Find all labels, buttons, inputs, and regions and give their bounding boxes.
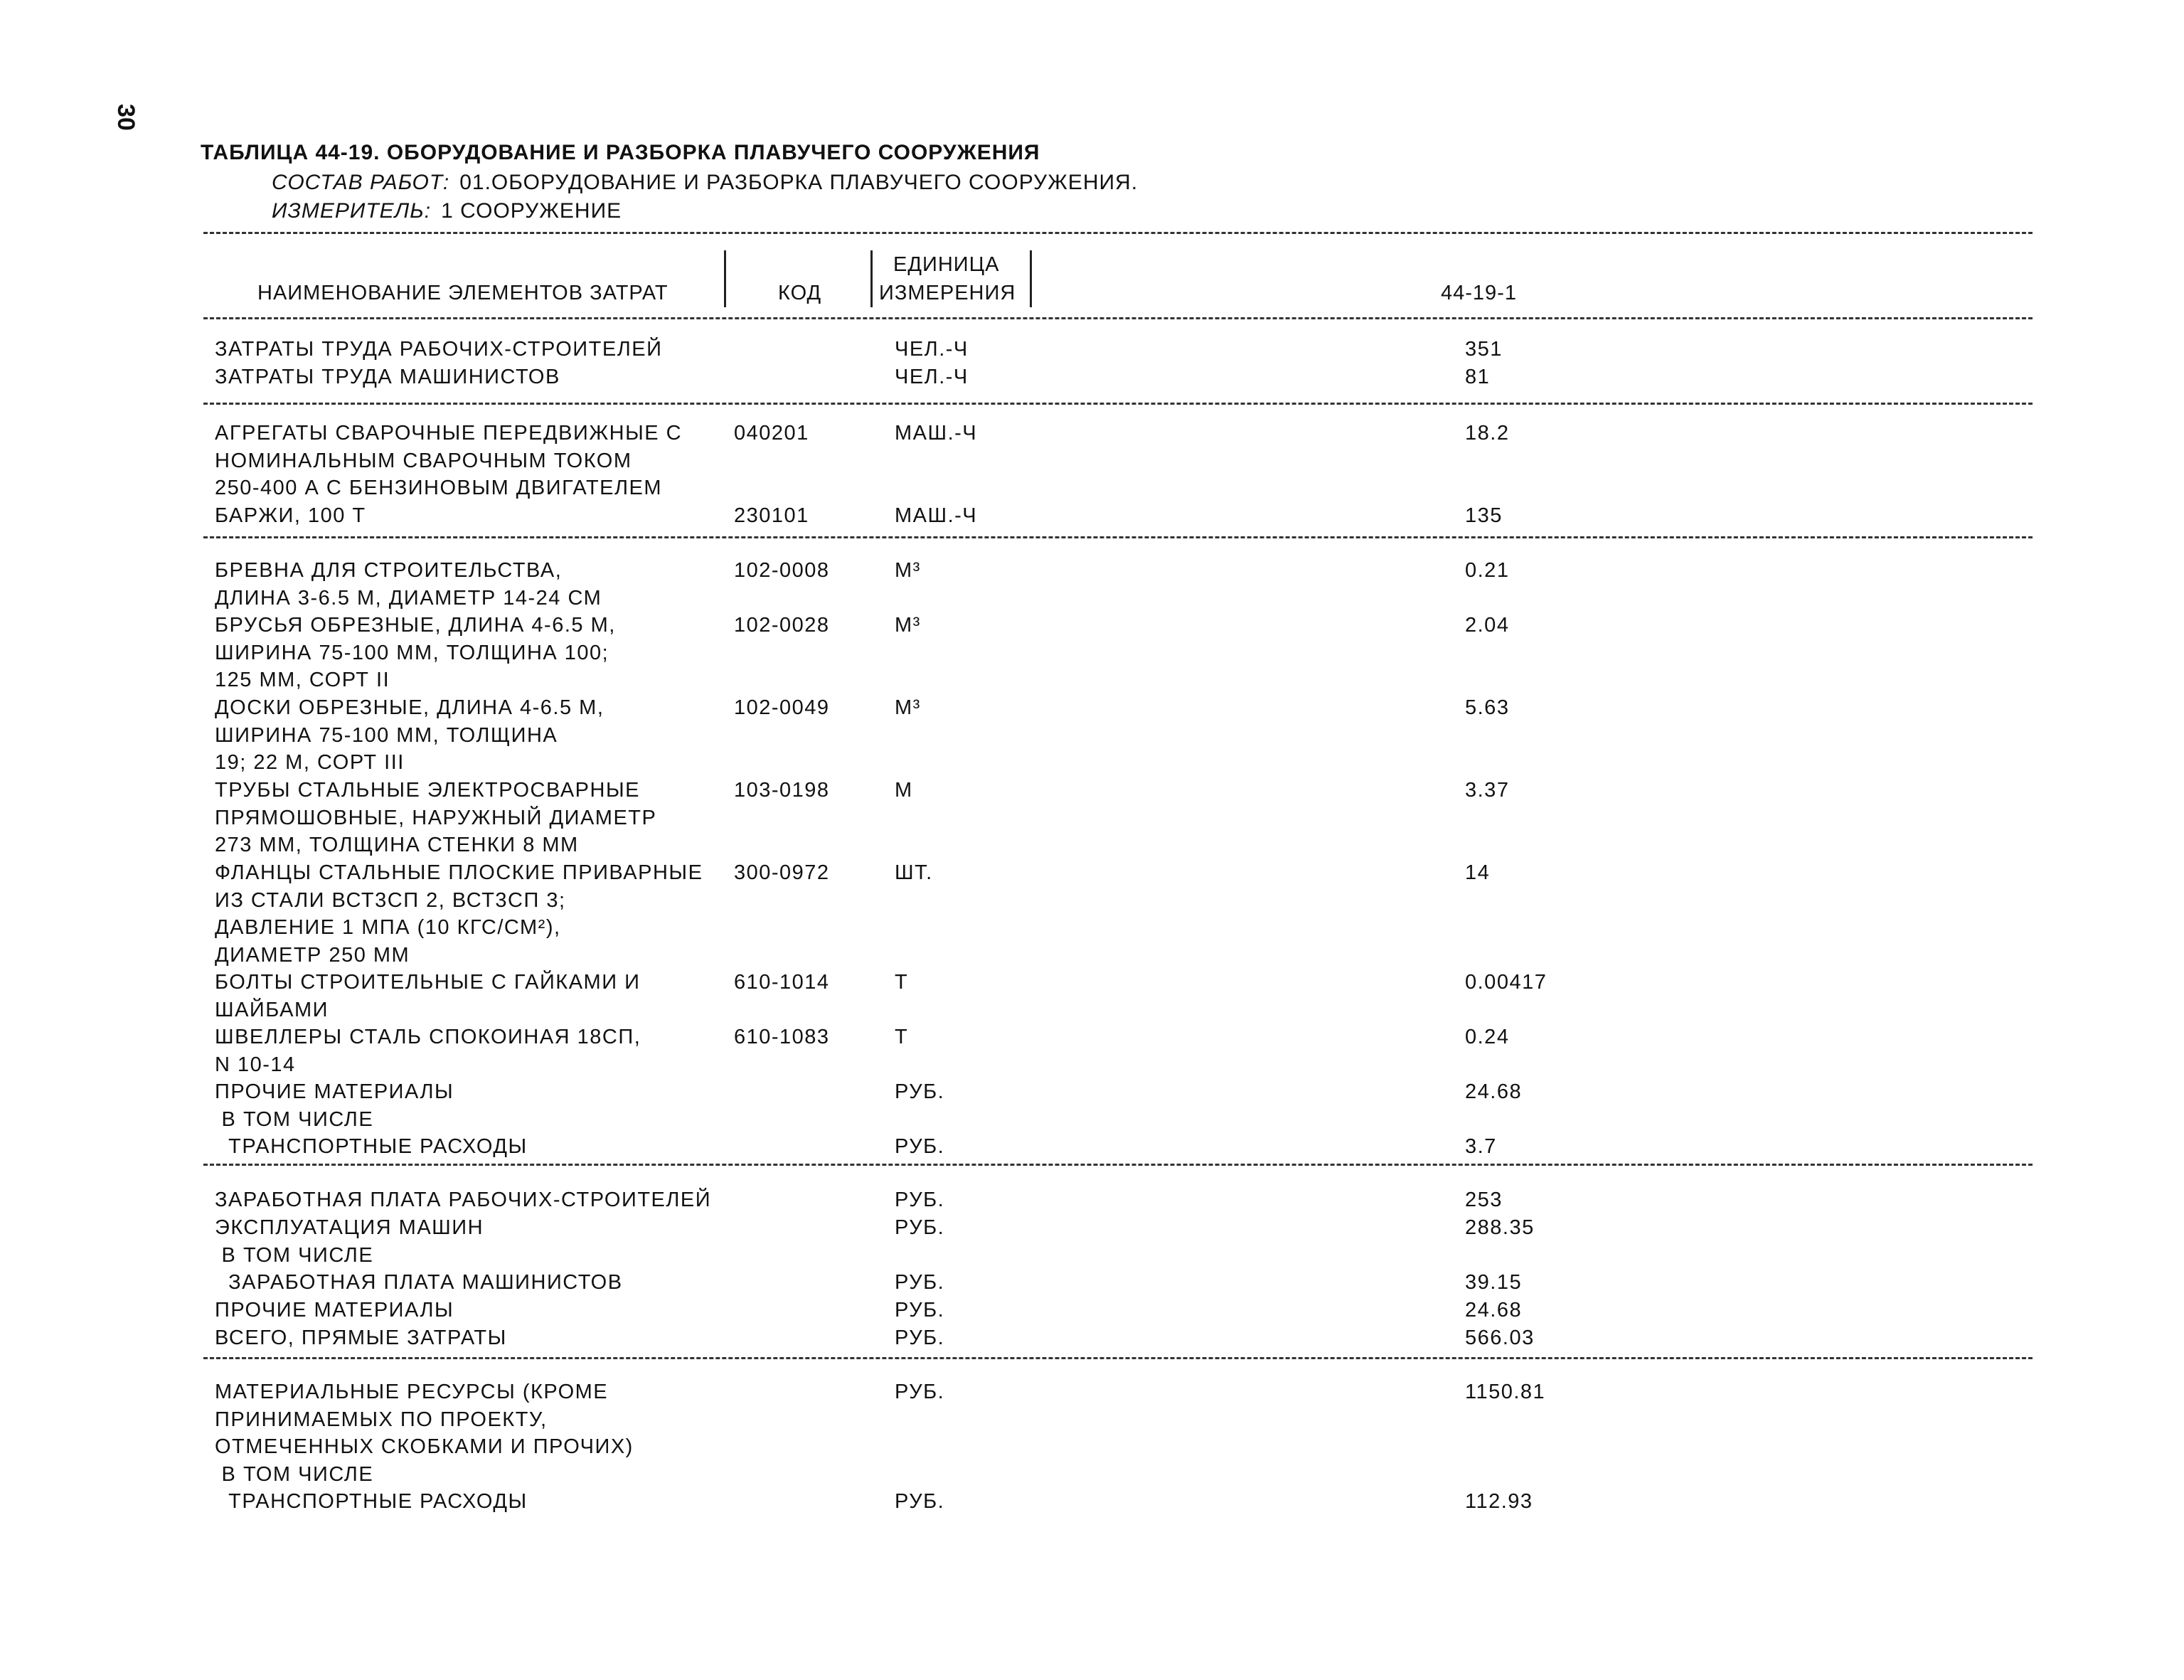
row-value: 0.00417	[1465, 971, 1548, 994]
row-value: 0.24	[1465, 1026, 1510, 1048]
row-code: 610-1014	[734, 971, 830, 994]
row-code: 102-0049	[734, 696, 830, 719]
row-unit: РУБ.	[895, 1080, 945, 1103]
row-name: ЗАТРАТЫ ТРУДА РАБОЧИХ-СТРОИТЕЛЕЙ	[215, 338, 663, 361]
divider-machines	[203, 536, 2033, 538]
page-number: 30	[112, 104, 139, 131]
row-name: БАРЖИ, 100 Т	[215, 504, 366, 527]
row-value: 112.93	[1465, 1490, 1533, 1513]
header-separator	[1030, 250, 1032, 307]
row-name: АГРЕГАТЫ СВАРОЧНЫЕ ПЕРЕДВИЖНЫЕ С НОМИНАЛЬНЫМ СВАРОЧНЫМ ТОКОМ 250-400 А С БЕНЗИНОВЫМ ДВИГАТЕЛЕМ	[215, 422, 683, 499]
row-name: ТРУБЫ СТАЛЬНЫЕ ЭЛЕКТРОСВАРНЫЕ ПРЯМОШОВНЫЕ, НАРУЖНЫЙ ДИАМЕТР 273 ММ, ТОЛЩИНА СТЕНКИ 8 ММ	[215, 779, 657, 856]
row-value: 3.7	[1465, 1135, 1497, 1158]
row-value: 253	[1465, 1189, 1503, 1211]
row-value: 24.68	[1465, 1080, 1523, 1103]
row-unit: МАШ.-Ч	[895, 504, 978, 527]
row-value: 14	[1465, 861, 1491, 884]
row-unit: РУБ.	[895, 1189, 945, 1211]
row-name: ЗАРАБОТНАЯ ПЛАТА МАШИНИСТОВ	[215, 1271, 623, 1294]
table-title: ТАБЛИЦА 44-19. ОБОРУДОВАНИЕ И РАЗБОРКА ПЛАВУЧЕГО СООРУЖЕНИЯ	[201, 141, 1040, 164]
row-code: 610-1083	[734, 1026, 830, 1048]
header-name: НАИМЕНОВАНИЕ ЭЛЕМЕНТОВ ЗАТРАТ	[257, 282, 668, 304]
row-unit: М	[895, 779, 913, 802]
row-unit: РУБ.	[895, 1299, 945, 1322]
row-value: 566.03	[1465, 1327, 1535, 1349]
row-unit: РУБ.	[895, 1490, 945, 1513]
row-name: БРУСЬЯ ОБРЕЗНЫЕ, ДЛИНА 4-6.5 М, ШИРИНА 75-100 ММ, ТОЛЩИНА 100; 125 ММ, СОРТ II	[215, 614, 616, 691]
divider-labor	[203, 403, 2033, 405]
row-value: 1150.81	[1465, 1381, 1546, 1403]
row-value: 39.15	[1465, 1271, 1523, 1294]
row-name: ШВЕЛЛЕРЫ СТАЛЬ СПОКОИНАЯ 18СП, N 10-14	[215, 1026, 641, 1076]
row-unit: ЧЕЛ.-Ч	[895, 366, 969, 388]
row-code: 103-0198	[734, 779, 830, 802]
meter-line	[272, 199, 622, 223]
row-unit: ЧЕЛ.-Ч	[895, 338, 969, 361]
header-unit-line2: ИЗМЕРЕНИЯ	[879, 282, 1016, 304]
work-composition	[272, 171, 1138, 195]
row-code: 040201	[734, 422, 809, 445]
row-unit: ШТ.	[895, 861, 933, 884]
header-norm: 44-19-1	[1441, 282, 1517, 304]
row-unit: М³	[895, 696, 921, 719]
header-separator	[724, 250, 726, 307]
meter-label: ИЗМЕРИТЕЛЬ:	[272, 199, 432, 223]
row-name: БРЕВНА ДЛЯ СТРОИТЕЛЬСТВА, ДЛИНА 3-6.5 М, ДИАМЕТР 14-24 СМ	[215, 559, 602, 610]
row-unit: Т	[895, 971, 909, 994]
work-label: СОСТАВ РАБОТ:	[272, 171, 450, 194]
row-value: 2.04	[1465, 614, 1510, 637]
row-name: ЗАРАБОТНАЯ ПЛАТА РАБОЧИХ-СТРОИТЕЛЕЙ	[215, 1189, 712, 1211]
row-unit: РУБ.	[895, 1327, 945, 1349]
row-unit: РУБ.	[895, 1381, 945, 1403]
row-name: ФЛАНЦЫ СТАЛЬНЫЕ ПЛОСКИЕ ПРИВАРНЫЕ ИЗ СТАЛИ ВСТ3СП 2, ВСТ3СП 3; ДАВЛЕНИЕ 1 МПА (10 КГС/СМ²), ДИАМЕТР 250 ММ	[215, 861, 703, 967]
row-unit: РУБ.	[895, 1271, 945, 1294]
meter-text: 1 СООРУЖЕНИЕ	[441, 199, 622, 223]
row-unit: РУБ.	[895, 1216, 945, 1239]
header-unit-line1: ЕДИНИЦА	[893, 253, 1000, 276]
row-code: 300-0972	[734, 861, 830, 884]
row-value: 288.35	[1465, 1216, 1535, 1239]
divider-header	[203, 317, 2033, 319]
row-name: ТРАНСПОРТНЫЕ РАСХОДЫ	[215, 1135, 528, 1158]
row-value: 135	[1465, 504, 1503, 527]
row-name: БОЛТЫ СТРОИТЕЛЬНЫЕ С ГАЙКАМИ И ШАЙБАМИ	[215, 971, 641, 1021]
row-value: 24.68	[1465, 1299, 1523, 1322]
row-name: ПРОЧИЕ МАТЕРИАЛЫ	[215, 1299, 454, 1322]
row-unit: М³	[895, 614, 921, 637]
row-code: 102-0028	[734, 614, 830, 637]
row-unit: Т	[895, 1026, 909, 1048]
row-name: ЗАТРАТЫ ТРУДА МАШИНИСТОВ	[215, 366, 560, 388]
row-value: 3.37	[1465, 779, 1510, 802]
row-name: ЭКСПЛУАТАЦИЯ МАШИН В ТОМ ЧИСЛЕ	[215, 1216, 484, 1267]
row-unit: РУБ.	[895, 1135, 945, 1158]
divider-totals	[203, 1357, 2033, 1359]
row-unit: МАШ.-Ч	[895, 422, 978, 445]
row-value: 351	[1465, 338, 1503, 361]
row-name: ТРАНСПОРТНЫЕ РАСХОДЫ	[215, 1490, 528, 1513]
row-unit: М³	[895, 559, 921, 582]
row-name: ДОСКИ ОБРЕЗНЫЕ, ДЛИНА 4-6.5 М, ШИРИНА 75-100 ММ, ТОЛЩИНА 19; 22 М, СОРТ III	[215, 696, 604, 774]
header-code: КОД	[778, 282, 822, 304]
divider-top	[203, 232, 2033, 234]
row-code: 102-0008	[734, 559, 830, 582]
row-value: 0.21	[1465, 559, 1510, 582]
divider-materials	[203, 1164, 2033, 1166]
row-value: 18.2	[1465, 422, 1510, 445]
header-separator	[870, 250, 873, 307]
row-name: МАТЕРИАЛЬНЫЕ РЕСУРСЫ (КРОМЕ ПРИНИМАЕМЫХ ПО ПРОЕКТУ, ОТМЕЧЕННЫХ СКОБКАМИ И ПРОЧИХ) В ТОМ ЧИСЛЕ	[215, 1381, 634, 1486]
row-value: 5.63	[1465, 696, 1510, 719]
row-code: 230101	[734, 504, 809, 527]
row-name: ПРОЧИЕ МАТЕРИАЛЫ В ТОМ ЧИСЛЕ	[215, 1080, 454, 1131]
row-value: 81	[1465, 366, 1491, 388]
work-text: 01.ОБОРУДОВАНИЕ И РАЗБОРКА ПЛАВУЧЕГО СООРУЖЕНИЯ.	[459, 171, 1139, 194]
row-name: ВСЕГО, ПРЯМЫЕ ЗАТРАТЫ	[215, 1327, 507, 1349]
